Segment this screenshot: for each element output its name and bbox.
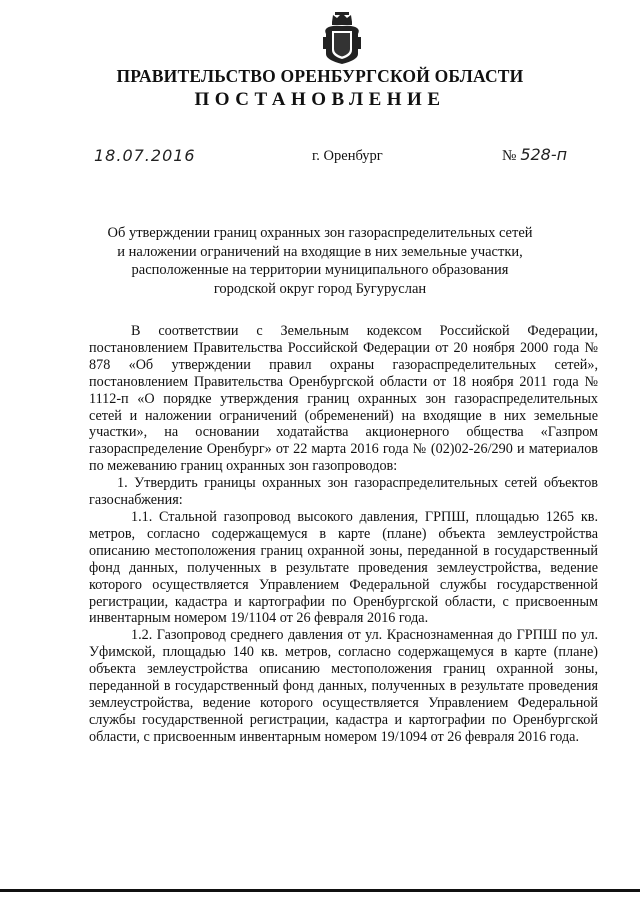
- subject-line: Об утверждении границ охранных зон газораспределительных сетей: [107, 225, 533, 241]
- government-title: ПРАВИТЕЛЬСТВО ОРЕНБУРГСКОЙ ОБЛАСТИ: [116, 66, 524, 86]
- subject-line: городской округ город Бугуруслан: [213, 280, 427, 297]
- document-number: [502, 145, 567, 165]
- oblast-coat-of-arms-emblem: [323, 10, 361, 66]
- document-body: [89, 323, 598, 746]
- date-city-number-row: [0, 143, 640, 173]
- subject-line: расположенные на территории муниципального образования: [131, 262, 509, 278]
- preamble-paragraph: В соответствии с Земельным кодексом Российской Федерации, постановлением Правительства Российской Федерации от 20 ноября 2000 года № 878 «Об утверждении правил охраны газораспределительных сетей», постановлением Правительства Оренбургской области от 18 ноября 2011 года № 1112-п «О порядке утверждения границ охранных зон газораспределительных сетей и наложении ограничений (обременений) на входящие в них земельные участки», на основании ходатайства акционерного общества «Газпром газораспределение Оренбург» от 22 марта 2016 года № (02)02-26/290 и материалов по межеванию границ охранных зон газопроводов:: [89, 323, 598, 475]
- page-bottom-rule: [0, 889, 640, 892]
- item-1-2-paragraph: 1.2. Газопровод среднего давления от ул. Краснознаменная до ГРПШ по ул. Уфимской, площадью 140 кв. метров, согласно содержащемуся в карте (плане) объекта землеустройства описанию местоположения границ охранной зоны, переданной в государственный фонд данных, полученных в результате проведения землеустройства, ведение которого осуществляется Управлением Федеральной службы государственной регистрации, кадастра и картографии по Оренбургской области, с присвоенным инвентарным номером 19/1094 от 26 февраля 2016 года.: [89, 627, 598, 745]
- handwritten-number: 528-п: [520, 145, 568, 164]
- city-label: г. Оренбург: [312, 148, 383, 164]
- item-1-paragraph: 1. Утвердить границы охранных зон газораспределительных сетей объектов газоснабжения:: [89, 475, 598, 509]
- number-sign: №: [502, 148, 517, 164]
- handwritten-date: 18.07.2016: [94, 146, 196, 165]
- item-1-1-paragraph: 1.1. Стальной газопровод высокого давления, ГРПШ, площадью 1265 кв. метров, согласно содержащемуся в карте (плане) объекта землеустройства описанию местоположения границ охранной зоны, переданной в государственный фонд данных, полученных в результате проведения землеустройства, ведение которого осуществляется Управлением Федеральной службы государственной регистрации, кадастра и картографии по Оренбургской области, с присвоенным инвентарным номером 19/1104 от 26 февраля 2016 года.: [89, 508, 598, 627]
- subject-line: и наложении ограничений на входящие в них земельные участки,: [117, 243, 523, 260]
- document-type-heading: ПОСТАНОВЛЕНИЕ: [194, 89, 446, 110]
- document-subject: [60, 224, 580, 298]
